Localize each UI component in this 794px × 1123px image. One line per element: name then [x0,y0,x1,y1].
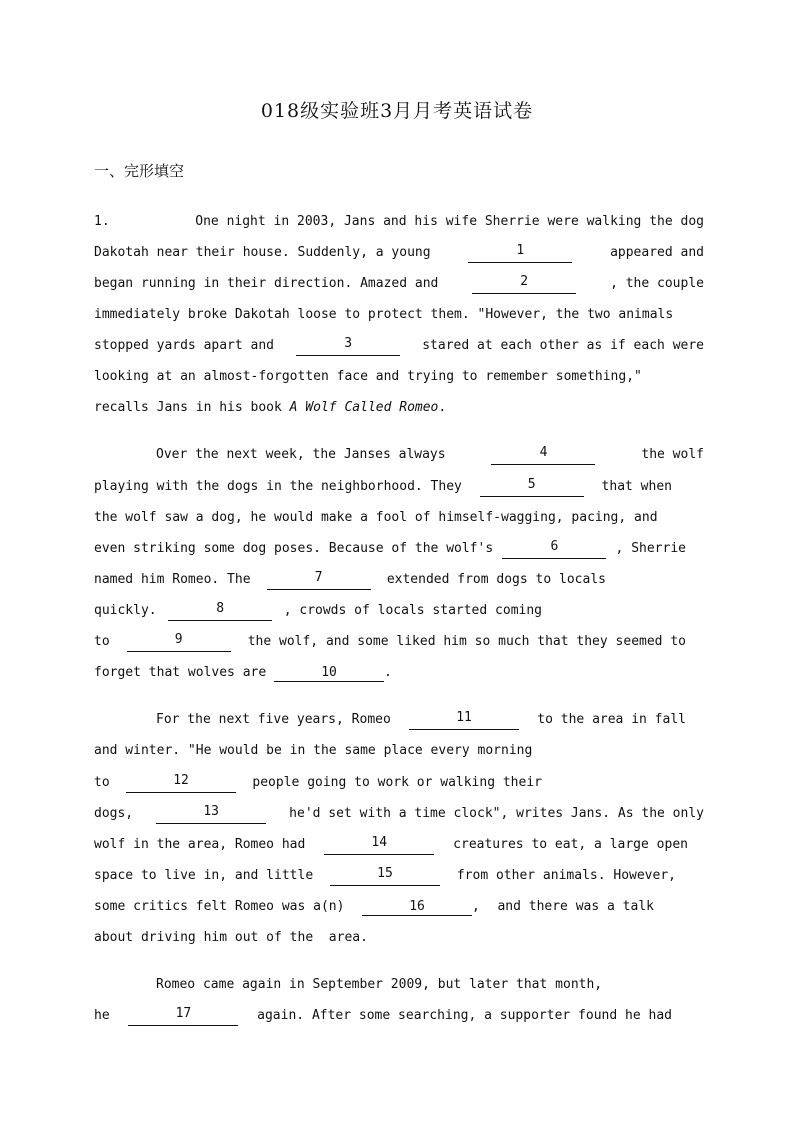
blank-13[interactable]: 13 [156,804,266,824]
blank-1[interactable]: 1 [468,243,572,263]
passage-line: and winter. "He would be in the same place every morning [94,743,533,758]
passage-line: dogs, 13 he'd set with a time clock", writes Jans. As the only [94,804,704,824]
question-number: 1. [94,214,110,229]
blank-4[interactable]: 4 [491,445,595,465]
passage-line: to 9 the wolf, and some liked him so much that they seemed to [94,632,686,652]
passage-line: Over the next week, the Janses always 4 the wolf [94,445,704,465]
passage-line: wolf in the area, Romeo had 14 creatures to eat, a large open [94,835,688,855]
blank-14[interactable]: 14 [324,835,434,855]
passage-line: playing with the dogs in the neighborhood. They 5 that when [94,477,672,497]
passage-line: some critics felt Romeo was a(n) 16 , and there was a talk [94,899,654,914]
passage-line: the wolf saw a dog, he would make a fool of himself-wagging, pacing, and [94,510,658,525]
blank-17[interactable]: 17 [128,1006,238,1026]
passage-line: recalls Jans in his book A Wolf Called Romeo. [94,400,447,415]
passage-line: he 17 again. After some searching, a supporter found he had [94,1006,672,1026]
passage-line: stopped yards apart and 3 stared at each other as if each were [94,336,704,356]
passage-line: For the next five years, Romeo 11 to the area in fall [94,710,686,730]
passage-line: space to live in, and little 15 from other animals. However, [94,866,676,886]
blank-5[interactable]: 5 [480,477,584,497]
passage-line: to 12 people going to work or walking their [94,773,542,793]
passage-line: immediately broke Dakotah loose to protect them. "However, the two animals [94,307,674,322]
passage-line: Romeo came again in September 2009, but later that month, [156,977,603,992]
passage-line: looking at an almost-forgotten face and trying to remember something," [94,369,642,384]
blank-11[interactable]: 11 [409,710,519,730]
passage-line: began running in their direction. Amazed and 2 , the couple [94,274,704,294]
blank-10[interactable]: 10 [274,665,384,682]
passage-line: even striking some dog poses. Because of the wolf's 6 , Sherrie [94,539,686,559]
blank-2[interactable]: 2 [472,274,576,294]
blank-12[interactable]: 12 [126,773,236,793]
blank-6[interactable]: 6 [502,539,606,559]
blank-16[interactable]: 16 [362,899,472,916]
passage-line: quickly. 8 , crowds of locals started coming [94,601,542,621]
page-title: 018级实验班3月月考英语试卷 [260,100,534,122]
passage-line: Dakotah near their house. Suddenly, a young 1 appeared and [94,243,704,263]
section-heading: 一、完形填空 [94,162,185,180]
blank-8[interactable]: 8 [168,601,272,621]
book-title: A Wolf Called Romeo [289,400,439,415]
blank-3[interactable]: 3 [296,336,400,356]
passage-line: 1. One night in 2003, Jans and his wife Sherrie were walking the dog [94,212,704,232]
passage-line: about driving him out of the area. [94,930,368,945]
passage-line: forget that wolves are 10 . [94,665,392,680]
blank-7[interactable]: 7 [267,570,371,590]
passage-line: named him Romeo. The 7 extended from dogs to locals [94,570,606,590]
blank-15[interactable]: 15 [330,866,440,886]
blank-9[interactable]: 9 [127,632,231,652]
